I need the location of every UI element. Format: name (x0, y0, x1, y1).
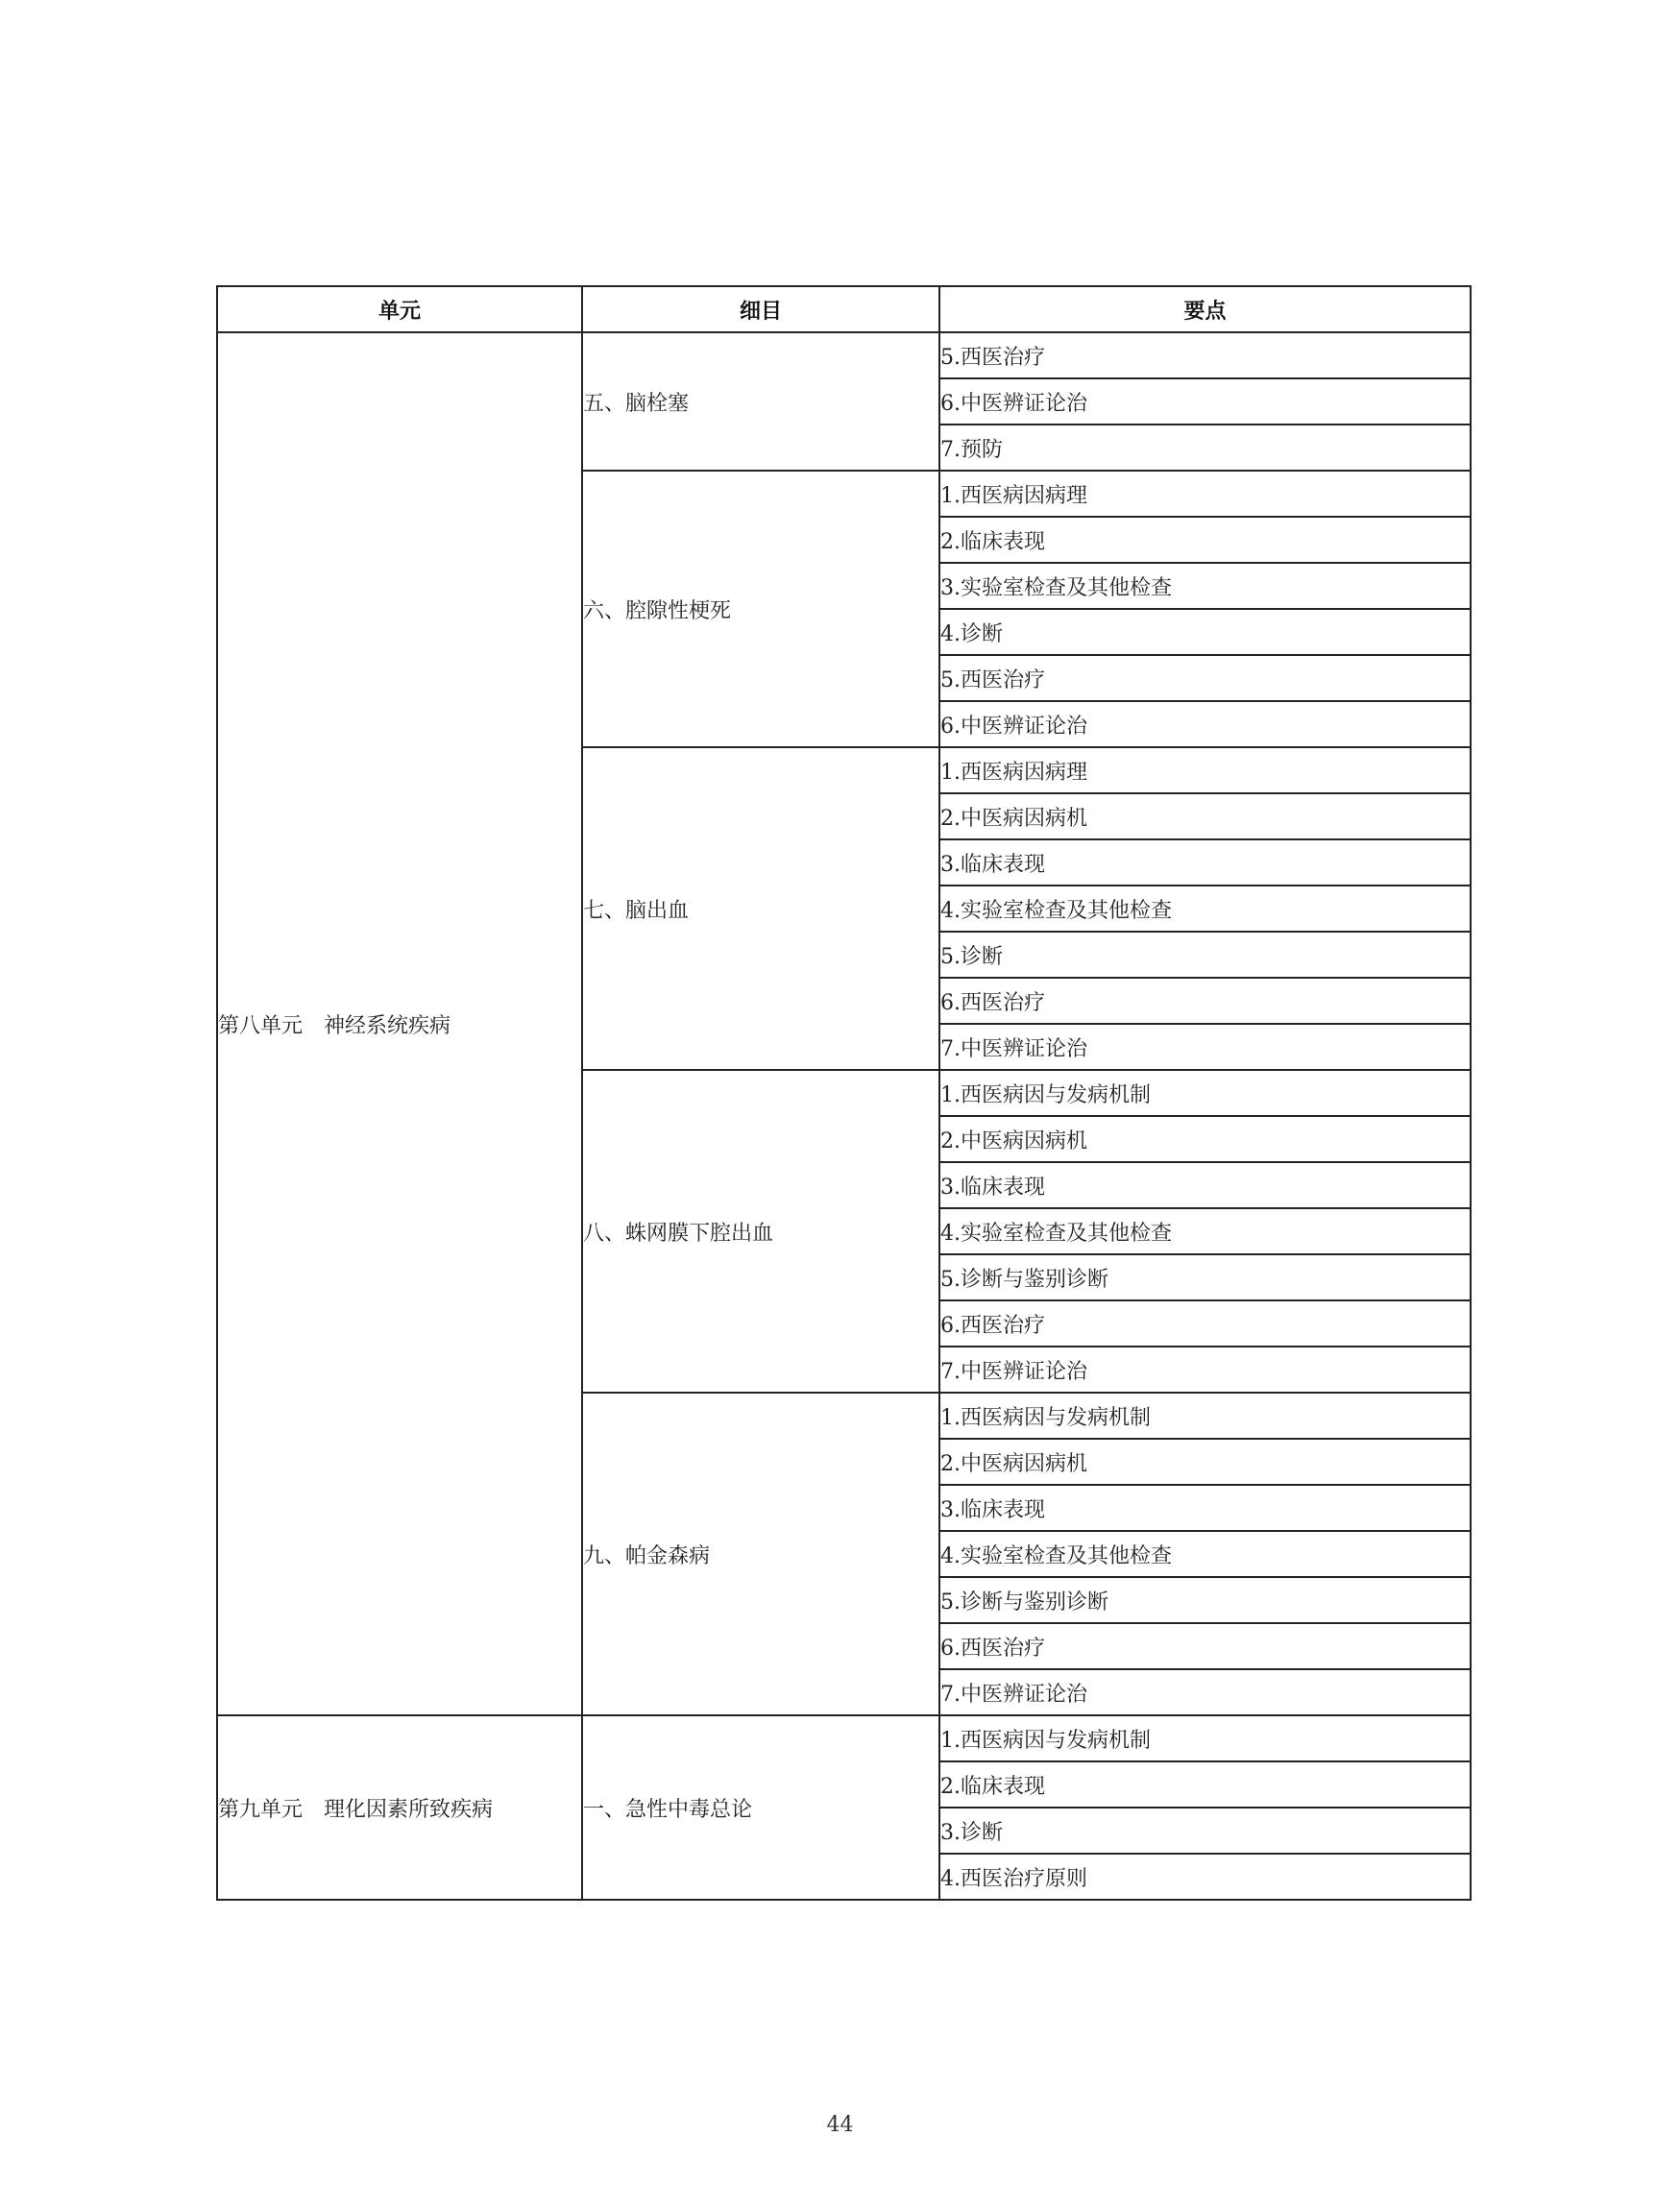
point-cell: 5.西医治疗 (939, 655, 1471, 701)
point-cell: 5.诊断与鉴别诊断 (939, 1254, 1471, 1300)
point-cell: 3.实验室检查及其他检查 (939, 563, 1471, 609)
point-cell: 5.西医治疗 (939, 332, 1471, 378)
item-cell: 一、急性中毒总论 (582, 1715, 939, 1900)
item-cell: 七、脑出血 (582, 747, 939, 1070)
table-row (217, 332, 1471, 378)
point-cell: 2.中医病因病机 (939, 1116, 1471, 1162)
exam-outline-table (216, 285, 1472, 1901)
point-cell: 3.临床表现 (939, 1485, 1471, 1531)
item-cell: 六、腔隙性梗死 (582, 471, 939, 747)
point-cell: 4.诊断 (939, 609, 1471, 655)
point-cell: 6.中医辨证论治 (939, 701, 1471, 747)
point-cell: 2.中医病因病机 (939, 1439, 1471, 1485)
point-cell: 2.临床表现 (939, 517, 1471, 563)
point-cell: 5.诊断与鉴别诊断 (939, 1577, 1471, 1623)
page-number: 44 (826, 2113, 854, 2137)
point-cell: 1.西医病因与发病机制 (939, 1715, 1471, 1761)
point-cell: 1.西医病因病理 (939, 471, 1471, 517)
column-header-item: 细目 (582, 286, 939, 332)
point-cell: 7.中医辨证论治 (939, 1024, 1471, 1070)
column-header-points: 要点 (939, 286, 1471, 332)
point-cell: 4.实验室检查及其他检查 (939, 1208, 1471, 1254)
point-cell: 5.诊断 (939, 932, 1471, 978)
point-cell: 3.诊断 (939, 1808, 1471, 1854)
item-cell: 九、帕金森病 (582, 1393, 939, 1715)
unit-cell: 第九单元 理化因素所致疾病 (217, 1715, 582, 1900)
table-header-row (217, 286, 1471, 332)
item-cell: 八、蛛网膜下腔出血 (582, 1070, 939, 1393)
item-cell: 五、脑栓塞 (582, 332, 939, 471)
point-cell: 1.西医病因与发病机制 (939, 1393, 1471, 1439)
point-cell: 6.西医治疗 (939, 978, 1471, 1024)
point-cell: 6.西医治疗 (939, 1300, 1471, 1347)
point-cell: 6.西医治疗 (939, 1623, 1471, 1669)
table-row (217, 1715, 1471, 1761)
column-header-unit: 单元 (217, 286, 582, 332)
point-cell: 2.中医病因病机 (939, 793, 1471, 839)
point-cell: 2.临床表现 (939, 1761, 1471, 1808)
point-cell: 7.预防 (939, 425, 1471, 471)
point-cell: 4.实验室检查及其他检查 (939, 886, 1471, 932)
point-cell: 1.西医病因病理 (939, 747, 1471, 793)
point-cell: 1.西医病因与发病机制 (939, 1070, 1471, 1116)
point-cell: 7.中医辨证论治 (939, 1669, 1471, 1715)
point-cell: 6.中医辨证论治 (939, 378, 1471, 425)
point-cell: 4.西医治疗原则 (939, 1854, 1471, 1900)
point-cell: 3.临床表现 (939, 839, 1471, 886)
point-cell: 7.中医辨证论治 (939, 1347, 1471, 1393)
table-body (217, 332, 1471, 1900)
unit-cell: 第八单元 神经系统疾病 (217, 332, 582, 1715)
point-cell: 4.实验室检查及其他检查 (939, 1531, 1471, 1577)
point-cell: 3.临床表现 (939, 1162, 1471, 1208)
